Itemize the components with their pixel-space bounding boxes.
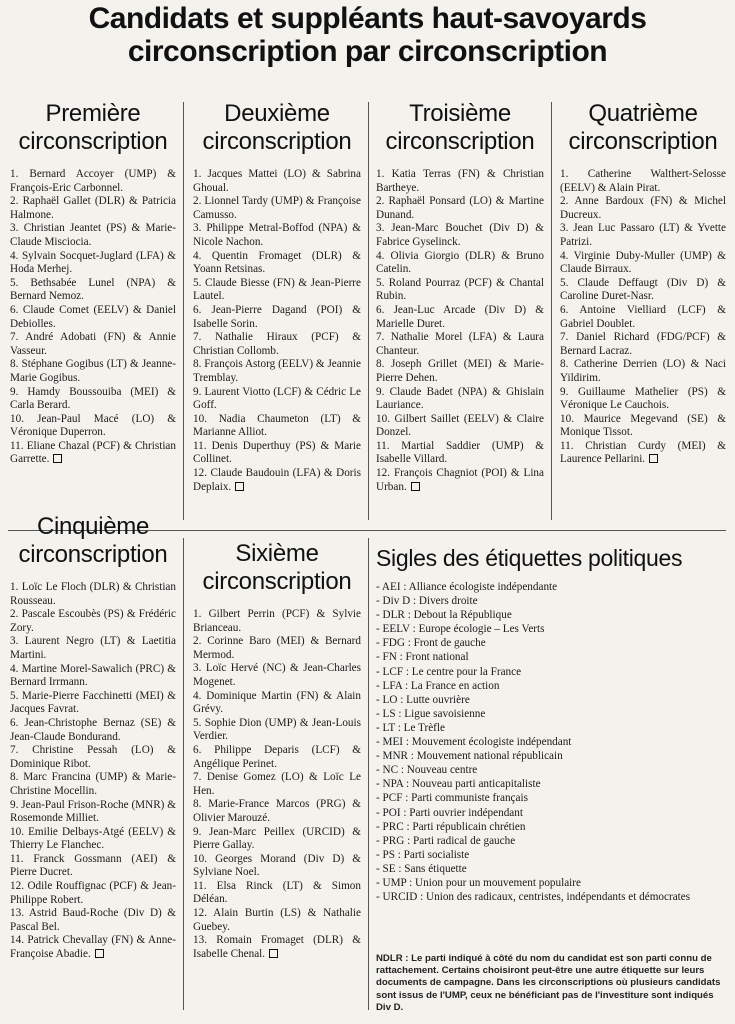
candidate-entry: 10. Jean-Paul Macé (LO) & Véronique Duperron. [10, 412, 176, 439]
editor-note: NDLR : Le parti indiqué à côté du nom du candidat est son parti connu de rattachement. Certains choisiront peut-être une autre étiquette sur leurs documents de campagne. Dans les circonscriptions où plusieurs candidats sont issus de l'UMP, ceux ne bénéficiant pas de l'investiture sont indiqués Div D. [376, 953, 721, 1013]
candidate-entry: 5. Sophie Dion (UMP) & Jean-Louis Verdier. [193, 716, 361, 743]
candidate-entry: 6. Philippe Deparis (LCF) & Angélique Perinet. [193, 743, 361, 770]
column-divider-4 [183, 538, 184, 1010]
candidate-entry: 7. Denise Gomez (LO) & Loïc Le Hen. [193, 771, 361, 797]
candidate-entry: 3. Philippe Metral-Boffod (NPA) & Nicole Nachon. [193, 222, 361, 248]
candidate-entry: 3. Loïc Hervé (NC) & Jean-Charles Mogenet. [193, 662, 361, 688]
candidate-entry: 4. Virginie Duby-Muller (UMP) & Claude Birraux. [560, 249, 726, 276]
candidate-entry: 11. Christian Curdy (MEI) & Laurence Pellarini. [560, 439, 726, 466]
candidate-entry: 3. Jean-Marc Bouchet (Div D) & Fabrice Gyselinck. [376, 222, 544, 248]
sigle-entry: - NPA : Nouveau parti anticapitaliste [376, 778, 541, 791]
end-of-article-icon [95, 949, 104, 958]
sigle-entry: - POI : Parti ouvrier indépendant [376, 806, 523, 819]
candidate-entry: 1. Jacques Mattei (LO) & Sabrina Ghoual. [193, 168, 361, 194]
candidate-entry: 2. Raphaël Gallet (DLR) & Patricia Halmone. [10, 195, 176, 221]
end-of-article-icon [235, 482, 244, 491]
column-divider-3 [551, 102, 552, 520]
candidate-entry: 6. Jean-Christophe Bernaz (SE) & Jean-Claude Bondurand. [10, 716, 176, 743]
candidate-entry: 11. Elsa Rinck (LT) & Simon Déléan. [193, 879, 361, 906]
candidate-entry: 1. Gilbert Perrin (PCF) & Sylvie Brianceau. [193, 608, 361, 634]
sigle-entry: - DLR : Debout la République [376, 609, 512, 622]
end-of-article-icon [649, 454, 658, 463]
candidate-entry: 2. Pascale Escoubès (PS) & Frédéric Zory. [10, 608, 176, 634]
candidate-entry: 5. Roland Pourraz (PCF) & Chantal Rubin. [376, 276, 544, 303]
sigle-entry: - URCID : Union des radicaux, centristes, indépendants et démocrates [376, 891, 691, 904]
sigle-entry: - SE : Sans étiquette [376, 862, 467, 875]
candidate-entry: 7. André Adobati (FN) & Annie Vasseur. [10, 331, 176, 357]
candidate-entry: 4. Olivia Giorgio (DLR) & Bruno Catelin. [376, 249, 544, 276]
candidate-entry: 7. Christine Pessah (LO) & Dominique Ribot. [10, 744, 176, 770]
sigle-entry: - MEI : Mouvement écologiste indépendant [376, 736, 572, 749]
candidate-entry: 9. Guillaume Mathelier (PS) & Véronique Le Cauchois. [560, 385, 726, 412]
sigle-entry: - NC : Nouveau centre [376, 764, 478, 777]
sigle-entry: - PRG : Parti radical de gauche [376, 834, 516, 847]
sigle-entry: - FN : Front national [376, 651, 469, 664]
candidate-entry: 9. Jean-Marc Peillex (URCID) & Pierre Gallay. [193, 825, 361, 852]
candidate-entry: 13. Astrid Baud-Roche (Div D) & Pascal Bel. [10, 907, 176, 933]
candidate-entry: 1. Bernard Accoyer (UMP) & François-Eric Carbonnel. [10, 168, 176, 194]
candidate-entry: 8. Marc Francina (UMP) & Marie-Christine Mocellin. [10, 771, 176, 797]
title-line-2: circonscription par circonscription [127, 35, 608, 68]
candidate-entry: 3. Jean Luc Passaro (LT) & Yvette Patrizi. [560, 222, 726, 248]
candidate-entry: 7. Daniel Richard (FDG/PCF) & Bernard Lacraz. [560, 331, 726, 357]
candidate-entry: 4. Quentin Fromaget (DLR) & Yoann Retsinas. [193, 249, 361, 276]
candidate-entry: 5. Bethsabée Lunel (NPA) & Bernard Nemoz. [10, 276, 176, 303]
end-of-article-icon [269, 949, 278, 958]
candidate-entry: 10. Nadia Chaumeton (LT) & Marianne Alliot. [193, 412, 361, 439]
end-of-article-icon [53, 454, 62, 463]
candidate-entry: 4. Dominique Martin (FN) & Alain Grévy. [193, 689, 361, 716]
sigle-entry: - EELV : Europe écologie – Les Verts [376, 623, 545, 636]
candidate-entry: 11. Martial Saddier (UMP) & Isabelle Villard. [376, 439, 544, 466]
sigle-entry: - MNR : Mouvement national républicain [376, 750, 563, 763]
candidate-entry: 9. Claude Badet (NPA) & Ghislain Lauriance. [376, 385, 544, 412]
column-divider-5 [368, 538, 369, 1010]
candidate-entry: 7. Nathalie Morel (LFA) & Laura Chanteur. [376, 331, 544, 357]
candidate-entry: 8. Marie-France Marcos (PRG) & Olivier Marouzé. [193, 798, 361, 824]
candidate-entry: 6. Jean-Pierre Dagand (POI) & Isabelle Sorin. [193, 303, 361, 330]
circonscription-4 [560, 100, 726, 467]
candidate-entry: 6. Jean-Luc Arcade (Div D) & Marielle Duret. [376, 303, 544, 330]
circonscription-1-heading: Première circonscription [18, 100, 168, 155]
candidate-entry: 12. Claude Baudouin (LFA) & Doris Deplaix. [193, 467, 361, 493]
circonscription-4-heading: Quatrième circonscription [568, 100, 718, 155]
candidate-entry: 2. Corinne Baro (MEI) & Bernard Mermod. [193, 635, 361, 661]
candidate-entry: 10. Gilbert Saillet (EELV) & Claire Donzel. [376, 412, 544, 439]
candidate-entry: 3. Christian Jeantet (PS) & Marie-Claude Misciocia. [10, 222, 176, 248]
circonscription-3-heading: Troisième circonscription [385, 100, 535, 155]
candidate-entry: 12. Alain Burtin (LS) & Nathalie Guebey. [193, 907, 361, 933]
candidate-entry: 11. Denis Duperthuy (PS) & Marie Collinet. [193, 439, 361, 466]
candidate-entry: 11. Eliane Chazal (PCF) & Christian Garrette. [10, 439, 176, 466]
candidate-entry: 5. Claude Biesse (FN) & Jean-Pierre Lautel. [193, 276, 361, 303]
circonscription-6 [193, 540, 361, 961]
circonscription-2 [193, 100, 361, 494]
sigle-entry: - LFA : La France en action [376, 679, 500, 692]
candidate-entry: 3. Laurent Negro (LT) & Laetitia Martini. [10, 635, 176, 661]
candidate-entry: 1. Loïc Le Floch (DLR) & Christian Rousseau. [10, 581, 176, 607]
candidate-entry: 8. Stéphane Gogibus (LT) & Jeanne-Marie Gogibus. [10, 358, 176, 384]
candidate-entry: 9. Hamdy Boussouiba (MEI) & Carla Berard. [10, 385, 176, 412]
candidate-entry: 8. Catherine Derrien (LO) & Naci Yildirim. [560, 358, 726, 384]
end-of-article-icon [411, 482, 420, 491]
circonscription-6-heading: Sixième circonscription [202, 540, 352, 595]
sigle-entry: - LS : Ligue savoisienne [376, 707, 486, 720]
candidate-entry: 8. François Astorg (EELV) & Jeannie Tremblay. [193, 358, 361, 384]
candidate-entry: 11. Franck Gossmann (AEI) & Pierre Ducret. [10, 852, 176, 879]
sigles-section [376, 544, 726, 904]
candidate-entry: 4. Martine Morel-Sawalich (PRC) & Bernard Irrmann. [10, 662, 176, 689]
candidate-entry: 5. Claude Deffaugt (Div D) & Caroline Duret-Nasr. [560, 276, 726, 303]
circonscription-2-heading: Deuxième circonscription [202, 100, 352, 155]
circonscription-3 [376, 100, 544, 494]
candidate-entry: 1. Katia Terras (FN) & Christian Bartheye. [376, 168, 544, 194]
sigles-heading: Sigles des étiquettes politiques [376, 545, 683, 571]
candidate-entry: 1. Catherine Walthert-Selosse (EELV) & Alain Pirat. [560, 168, 726, 194]
sigle-entry: - Div D : Divers droite [376, 595, 478, 608]
candidate-entry: 7. Nathalie Hiraux (PCF) & Christian Collomb. [193, 331, 361, 357]
candidate-entry: 9. Laurent Viotto (LCF) & Cédric Le Goff. [193, 385, 361, 412]
candidate-entry: 6. Claude Comet (EELV) & Daniel Debiolles. [10, 303, 176, 330]
candidate-entry: 9. Jean-Paul Frison-Roche (MNR) & Rosemonde Milliet. [10, 798, 176, 825]
candidate-entry: 13. Romain Fromaget (DLR) & Isabelle Chenal. [193, 934, 361, 960]
candidate-entry: 12. François Chagniot (POI) & Lina Urban. [376, 467, 544, 493]
sigle-entry: - PRC : Parti républicain chrétien [376, 820, 526, 833]
circonscription-5 [10, 513, 176, 962]
candidate-entry: 6. Antoine Vielliard (LCF) & Gabriel Doublet. [560, 303, 726, 330]
sigle-entry: - LCF : Le centre pour la France [376, 665, 522, 678]
candidate-entry: 12. Odile Rouffignac (PCF) & Jean-Philippe Robert. [10, 880, 176, 906]
sigle-entry: - LT : Le Trèfle [376, 721, 445, 734]
sigle-entry: - PS : Parti socialiste [376, 848, 470, 861]
circonscription-5-heading: Cinquième circonscription [18, 513, 168, 568]
sigle-entry: - LO : Lutte ouvrière [376, 693, 470, 706]
candidate-entry: 2. Anne Bardoux (FN) & Michel Ducreux. [560, 195, 726, 221]
candidate-entry: 2. Raphaël Ponsard (LO) & Martine Dunand. [376, 195, 544, 221]
column-divider-1 [183, 102, 184, 520]
column-divider-2 [368, 102, 369, 520]
sigle-entry: - AEI : Alliance écologiste indépendante [376, 581, 558, 593]
candidate-entry: 8. Joseph Grillet (MEI) & Marie-Pierre Dehen. [376, 358, 544, 384]
candidate-entry: 10. Emilie Delbays-Atgé (EELV) & Thierry Le Flanchec. [10, 825, 176, 852]
sigle-entry: - PCF : Parti communiste français [376, 792, 528, 805]
sigle-entry: - FDG : Front de gauche [376, 637, 486, 650]
circonscription-1 [10, 100, 176, 467]
candidate-entry: 10. Georges Morand (Div D) & Sylviane Noel. [193, 852, 361, 879]
candidate-entry: 4. Sylvain Socquet-Juglard (LFA) & Hoda Merhej. [10, 249, 176, 276]
candidate-entry: 10. Maurice Megevand (SE) & Monique Tissot. [560, 412, 726, 439]
candidate-entry: 2. Lionnel Tardy (UMP) & Françoise Camusso. [193, 195, 361, 221]
title-line-1: Candidats et suppléants haut-savoyards [88, 2, 647, 35]
candidate-entry: 5. Marie-Pierre Facchinetti (MEI) & Jacques Favrat. [10, 689, 176, 716]
candidate-entry: 14. Patrick Chevallay (FN) & Anne-Françoise Abadie. [10, 934, 176, 961]
sigle-entry: - UMP : Union pour un mouvement populaire [376, 876, 581, 889]
page-title [0, 2, 735, 68]
